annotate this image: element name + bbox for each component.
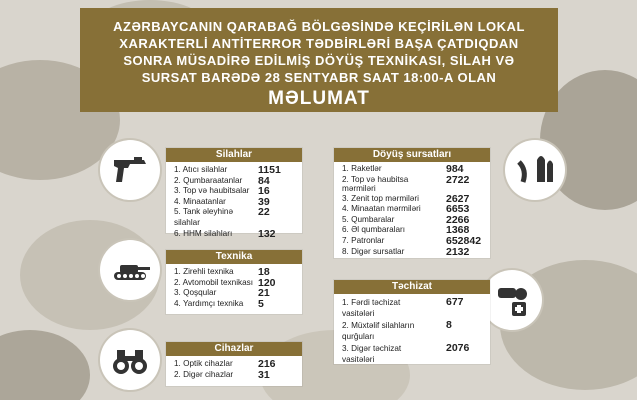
list-item: 1. Raketlər 984 [342,163,464,175]
silahlar-title: Silahlar [166,148,302,162]
tank-icon [100,240,160,300]
cihazlar-title: Cihazlar [166,342,302,356]
header-line-3: SONRA MÜSADİRƏ EDİLMİŞ DÖYÜŞ TEXNİKASI, SİLAH VƏ [123,53,515,68]
list-item: 4. Yardımçı texnika 5 [174,297,264,310]
list-item: 1. Atıcı silahlar 1151 [174,164,281,176]
techizat-title: Təchizat [334,280,490,294]
header-title: MƏLUMAT [268,88,370,109]
list-item: 2. Avtomobil texnikası 120 [174,276,276,289]
dovus-panel [334,148,490,258]
techizat-panel [334,280,490,364]
list-item: 3. Top və haubitsalar 16 [174,185,270,198]
texnika-title: Texnika [166,250,302,264]
list-item: 1. Fərdi təchizat vasitələri 677 [342,296,464,318]
binoculars-icon [100,330,160,390]
equipment-icon [482,270,542,330]
cihazlar-panel [166,342,302,386]
list-item: 3. Qoşqular 21 [174,287,270,300]
dovus-title: Döyüş sursatları [334,148,490,162]
header-line-4: SURSAT BARƏDƏ 28 SENTYABR SAAT 18:00-A OLAN [141,70,497,85]
list-item: 3. Digər təchizat vasitələri 2076 [342,342,470,364]
list-item: 5. Tank əleyhinə silahlar 22 [174,206,270,227]
list-item: 2. Müxtəlif silahların qurğuları 8 [342,319,452,341]
header-line-2: XARAKTERLİ ANTİTERROR TƏDBİRLƏRİ BAŞA ÇATDIQDAN [119,36,519,51]
list-item: 3. Zenit top mərmiləri 2627 [342,192,470,205]
list-item: 4. Minaatan mərmiləri 6653 [342,203,470,216]
list-item: 8. Digər sursatlar 2132 [342,245,470,258]
header-line-1: AZƏRBAYCANIN QARABAĞ BÖLGƏSİNDƏ KEÇİRİLƏN LOKAL [113,19,525,34]
pistol-icon [100,140,160,200]
list-item: 6. Əl qumbaraları 1368 [342,224,470,237]
list-item: 2. Qumbaraatanlar 84 [174,174,270,187]
texnika-panel [166,250,302,314]
ammo-icon [505,140,565,200]
header-banner [80,8,558,112]
list-item: 2. Top və haubitsa mərmiləri 2722 [342,173,470,194]
list-item: 6. HHM silahları 132 [174,227,276,240]
list-item: 5. Qumbaralar 2266 [342,213,470,226]
list-item: 7. Patronlar 652842 [342,234,482,247]
list-item: 4. Minaatanlar 39 [174,195,270,208]
list-item: 1. Zirehli texnika 18 [174,266,270,278]
list-item: 1. Optik cihazlar 216 [174,358,276,370]
silahlar-panel [166,148,302,240]
list-item: 2. Digər cihazlar 31 [174,368,270,381]
